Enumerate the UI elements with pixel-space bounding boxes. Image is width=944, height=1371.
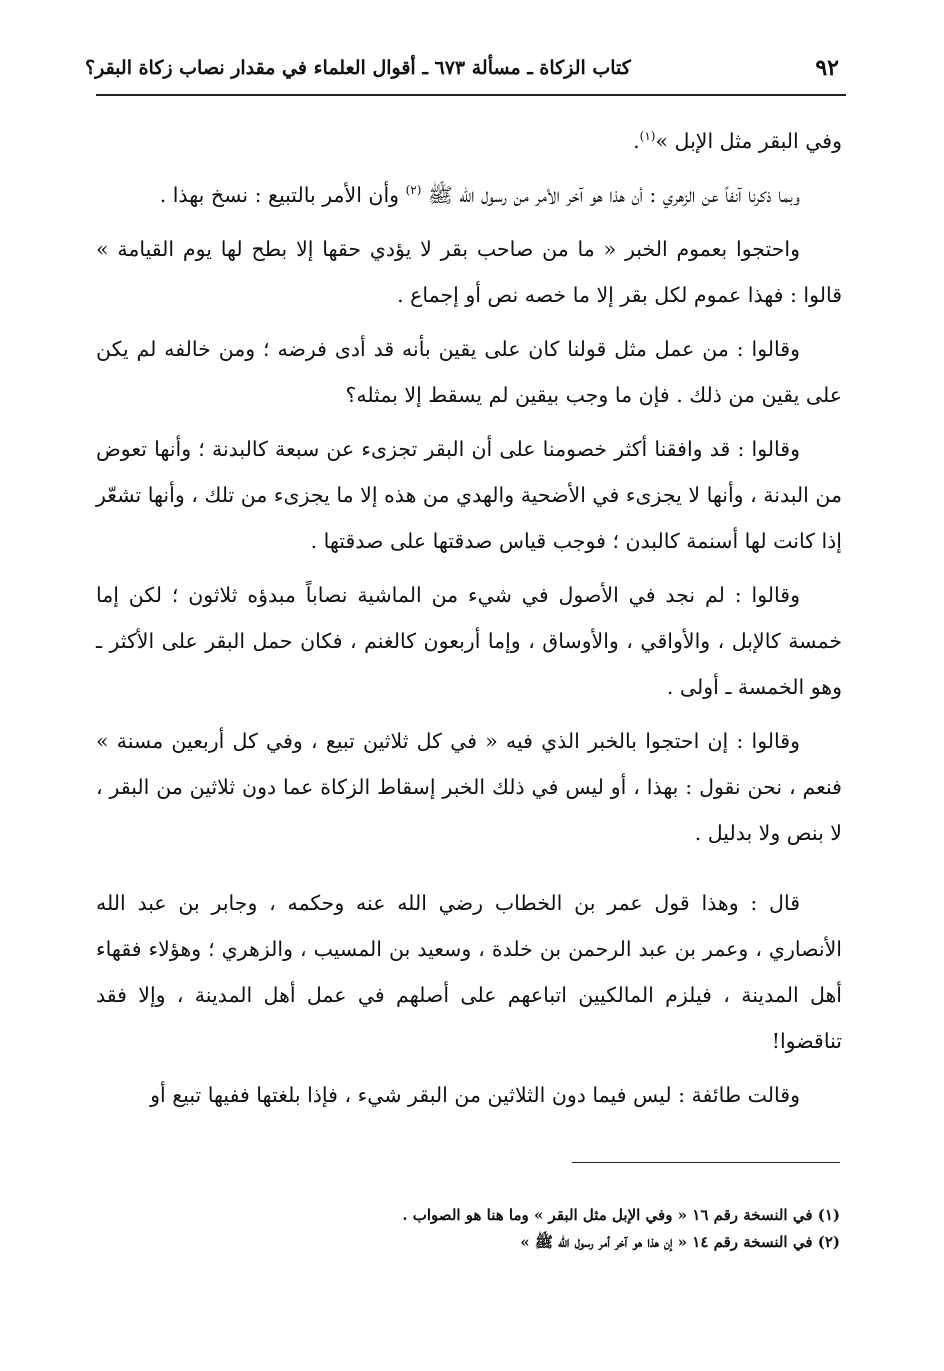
paragraph-3: واحتجوا بعموم الخبر « ما من صاحب بقر لا يؤدي حقها إلا بطح لها يوم القيامة » قالوا : فهذا عموم لكل بقر إلا ما خصه نص أو إجماع .	[96, 237, 842, 307]
paragraph-1	[96, 118, 842, 164]
paragraph-4: وقالوا : من عمل مثل قولنا كان على يقين بأنه قد أدى فرضه ؛ ومن خالفه لم يكن على يقين من ذلك . فإن ما وجب بيقين لم يسقط إلا بمثله؟	[96, 337, 842, 407]
paragraph-2-text-b: وأن الأمر بالتبيع : نسخ بهذا .	[159, 183, 400, 207]
paragraph-8: قال : وهذا قول عمر بن الخطاب رضي الله عنه وحكمه ، وجابر بن عبد الله الأنصاري ، وعمر بن عبد الرحمن بن خلدة ، وسعيد بن المسيب ، والزهري ؛ وهؤلاء فقهاء أهل المدينة ، فيلزم المالكيين اتباعهم على أصلهم في عمل أهل المدينة ، وإلا فقد تناقضوا!	[96, 891, 842, 1053]
paragraph-1-text: وفي البقر مثل الإبل »	[655, 129, 842, 153]
footnote-1: (١) في النسخة رقم ١٦ « وفي الإبل مثل البقر » وما هنا هو الصواب .	[402, 1206, 840, 1224]
paragraph-9: وقالت طائفة : ليس فيما دون الثلاثين من البقر شيء ، فإذا بلغتها ففيها تبيع أو	[150, 1083, 800, 1107]
paragraph-2	[96, 172, 842, 218]
footnote-ref-2: (٢)	[405, 183, 422, 198]
paragraph-5: وقالوا : قد وافقنا أكثر خصومنا على أن البقر تجزىء عن سبعة كالبدنة ؛ وأنها تعوض من البدنة ، وأنها لا يجزىء في الأضحية والهدي من هذه إلا ما يجزىء من تلك ، وأنها تشعّر إذا كانت لها أسنمة كالبدن ؛ فوجب قياس صدقتها على صدقتها .	[96, 437, 842, 553]
paragraph-2-text-a: وبما ذكرنا آنفاً عن الزهري : أن هذا هو آخر الأمر من رسول الله ﷺ	[427, 183, 800, 207]
paragraph-6: وقالوا : لم نجد في الأصول في شيء من الماشية نصاباً مبدؤه ثلاثون ؛ لكن إما خمسة كالإبل ، والأواقي ، والأوساق ، وإما أربعون كالغنم ، فكان حمل البقر على الأكثر ـ وهو الخمسة ـ أولى .	[96, 583, 842, 699]
page-header	[85, 48, 845, 88]
main-text	[96, 118, 842, 1126]
footnote-divider	[572, 1162, 840, 1163]
header-divider	[96, 94, 846, 96]
paragraph-1-end: .	[633, 129, 640, 153]
running-title: كتاب الزكاة ـ مسألة ٦٧٣ ـ أقوال العلماء في مقدار نصاب زكاة البقر؟	[85, 57, 631, 79]
paragraph-7: وقالوا : إن احتجوا بالخبر الذي فيه « في كل ثلاثين تبيع ، وفي كل أربعين مسنة » فنعم ، نحن نقول : بهذا ، أو ليس في ذلك الخبر إسقاط الزكاة عما دون ثلاثين من البقر ، لا بنص ولا بدليل .	[96, 729, 842, 845]
footnotes	[300, 1202, 840, 1256]
footnote-2: (٢) في النسخة رقم ١٤ « إن هذا هو آخر أمر رسول الله ﷺ »	[520, 1233, 840, 1251]
footnote-ref-1: (١)	[639, 129, 656, 144]
page-number: ٩٢	[815, 55, 839, 81]
